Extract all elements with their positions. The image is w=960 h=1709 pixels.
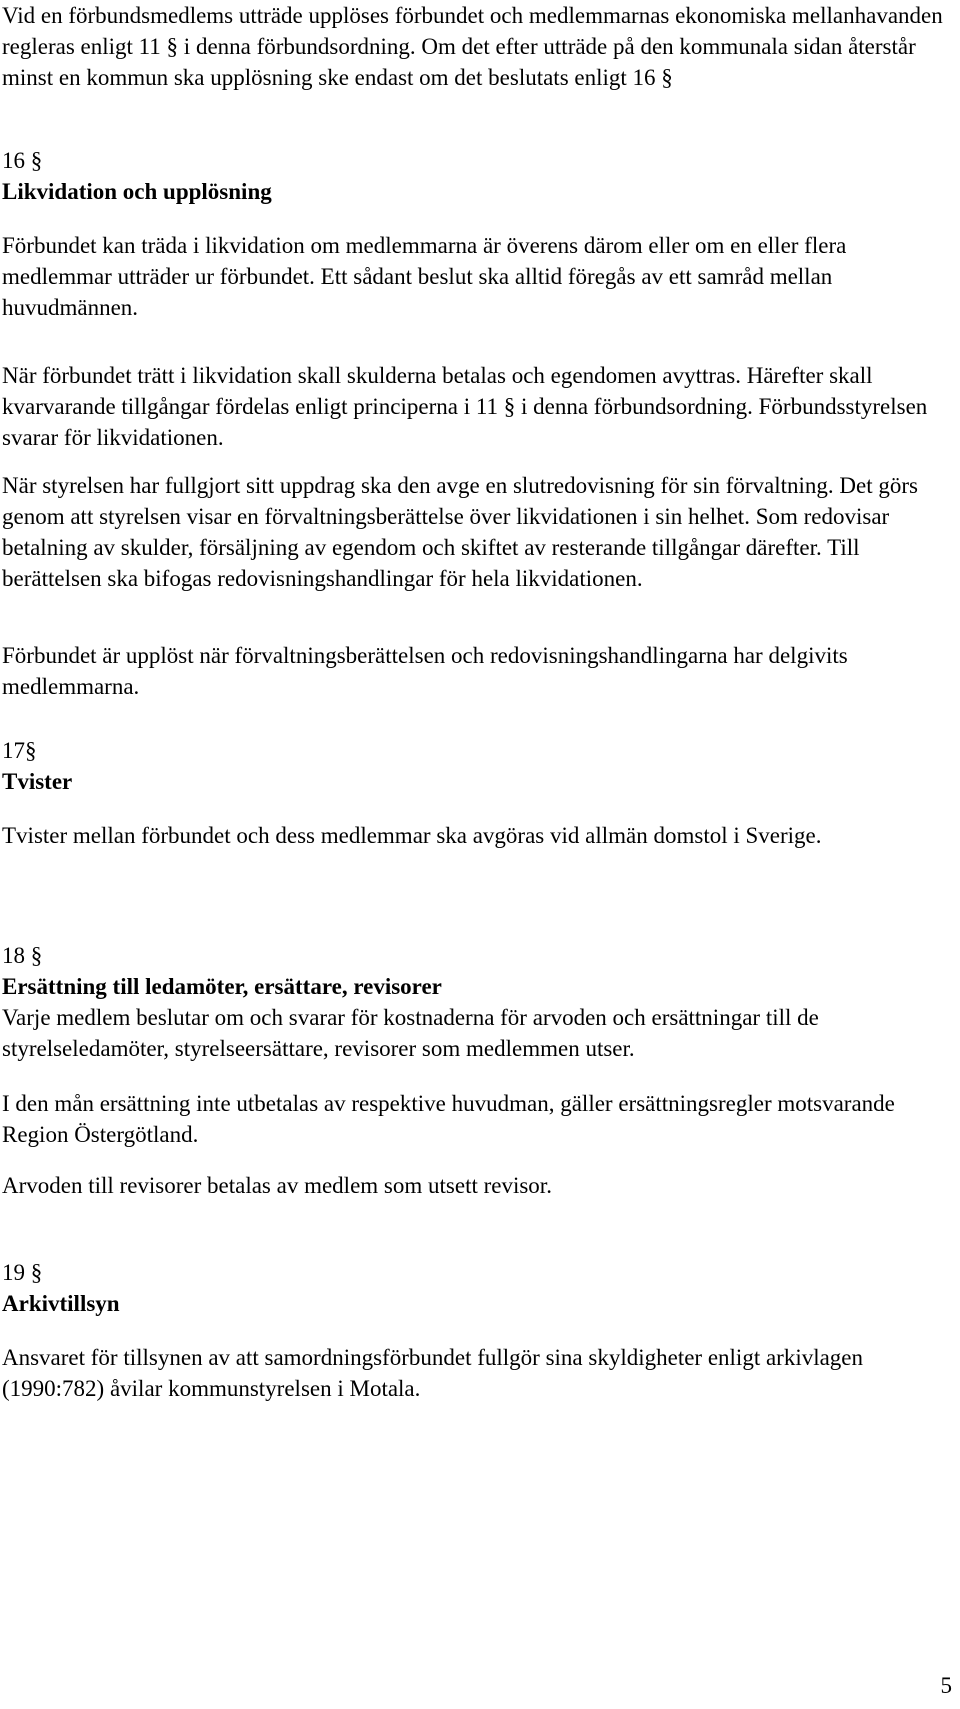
section-19-number: 19 § (2, 1260, 43, 1285)
section-16-paragraph-4: Förbundet är upplöst när förvaltningsberättelsen och redovisningshandlingarna har delgivits medlemmarna. (2, 643, 848, 699)
section-16-paragraph-1: Förbundet kan träda i likvidation om medlemmarna är överens därom eller om en eller flera medlemmar utträder ur förbundet. Ett sådant beslut ska alltid föregås av ett samråd mellan huvudmännen. (2, 233, 847, 320)
section-19-title: Arkivtillsyn (2, 1291, 120, 1316)
section-18-title: Ersättning till ledamöter, ersättare, revisorer (2, 974, 442, 999)
section-19-paragraph-1: Ansvaret för tillsynen av att samordningsförbundet fullgör sina skyldigheter enligt arkivlagen (1990:782) åvilar kommunstyrelsen i Motala. (2, 1345, 864, 1401)
section-18-paragraph-1: Varje medlem beslutar om och svarar för kostnaderna för arvoden och ersättningar till de styrelseledamöter, styrelseersättare, revisorer som medlemmen utser. (2, 1005, 819, 1061)
section-18-number: 18 § (2, 943, 43, 968)
section-17-title: Tvister (2, 769, 73, 794)
section-18-paragraph-3: Arvoden till revisorer betalas av medlem som utsett revisor. (2, 1173, 552, 1198)
section-16-title: Likvidation och upplösning (2, 179, 272, 204)
section-17-number: 17§ (2, 738, 37, 763)
section-16-paragraph-2: När förbundet trätt i likvidation skall skulderna betalas och egendomen avyttras. Härefter skall kvarvarande tillgångar fördelas enligt principerna i 11 § i denna förbundsordning. Förbundsstyrelsen svarar för likvidationen. (2, 363, 928, 450)
section-17-paragraph-1: Tvister mellan förbundet och dess medlemmar ska avgöras vid allmän domstol i Sverige. (2, 823, 822, 848)
section-18-paragraph-2: I den mån ersättning inte utbetalas av respektive huvudman, gäller ersättningsregler motsvarande Region Östergötland. (2, 1091, 895, 1147)
page-number: 5 (940, 1673, 952, 1698)
section-16-paragraph-3: När styrelsen har fullgjort sitt uppdrag ska den avge en slutredovisning för sin förvaltning. Det görs genom att styrelsen visar en förvaltningsberättelse över likvidationen i sin helhet. Som redovisar betalning av skulder, försäljning av egendom och skiftet av resterande tillgångar därefter. Till berättelsen ska bifogas redovisningshandlingar för hela likvidationen. (2, 473, 918, 591)
intro-paragraph: Vid en förbundsmedlems utträde upplöses förbundet och medlemmarnas ekonomiska mellanhavanden regleras enligt 11 § i denna förbundsordning. Om det efter utträde på den kommunala sidan återstår minst en kommun ska upplösning ske endast om det beslutats enligt 16 § (2, 3, 943, 90)
section-16-number: 16 § (2, 148, 43, 173)
